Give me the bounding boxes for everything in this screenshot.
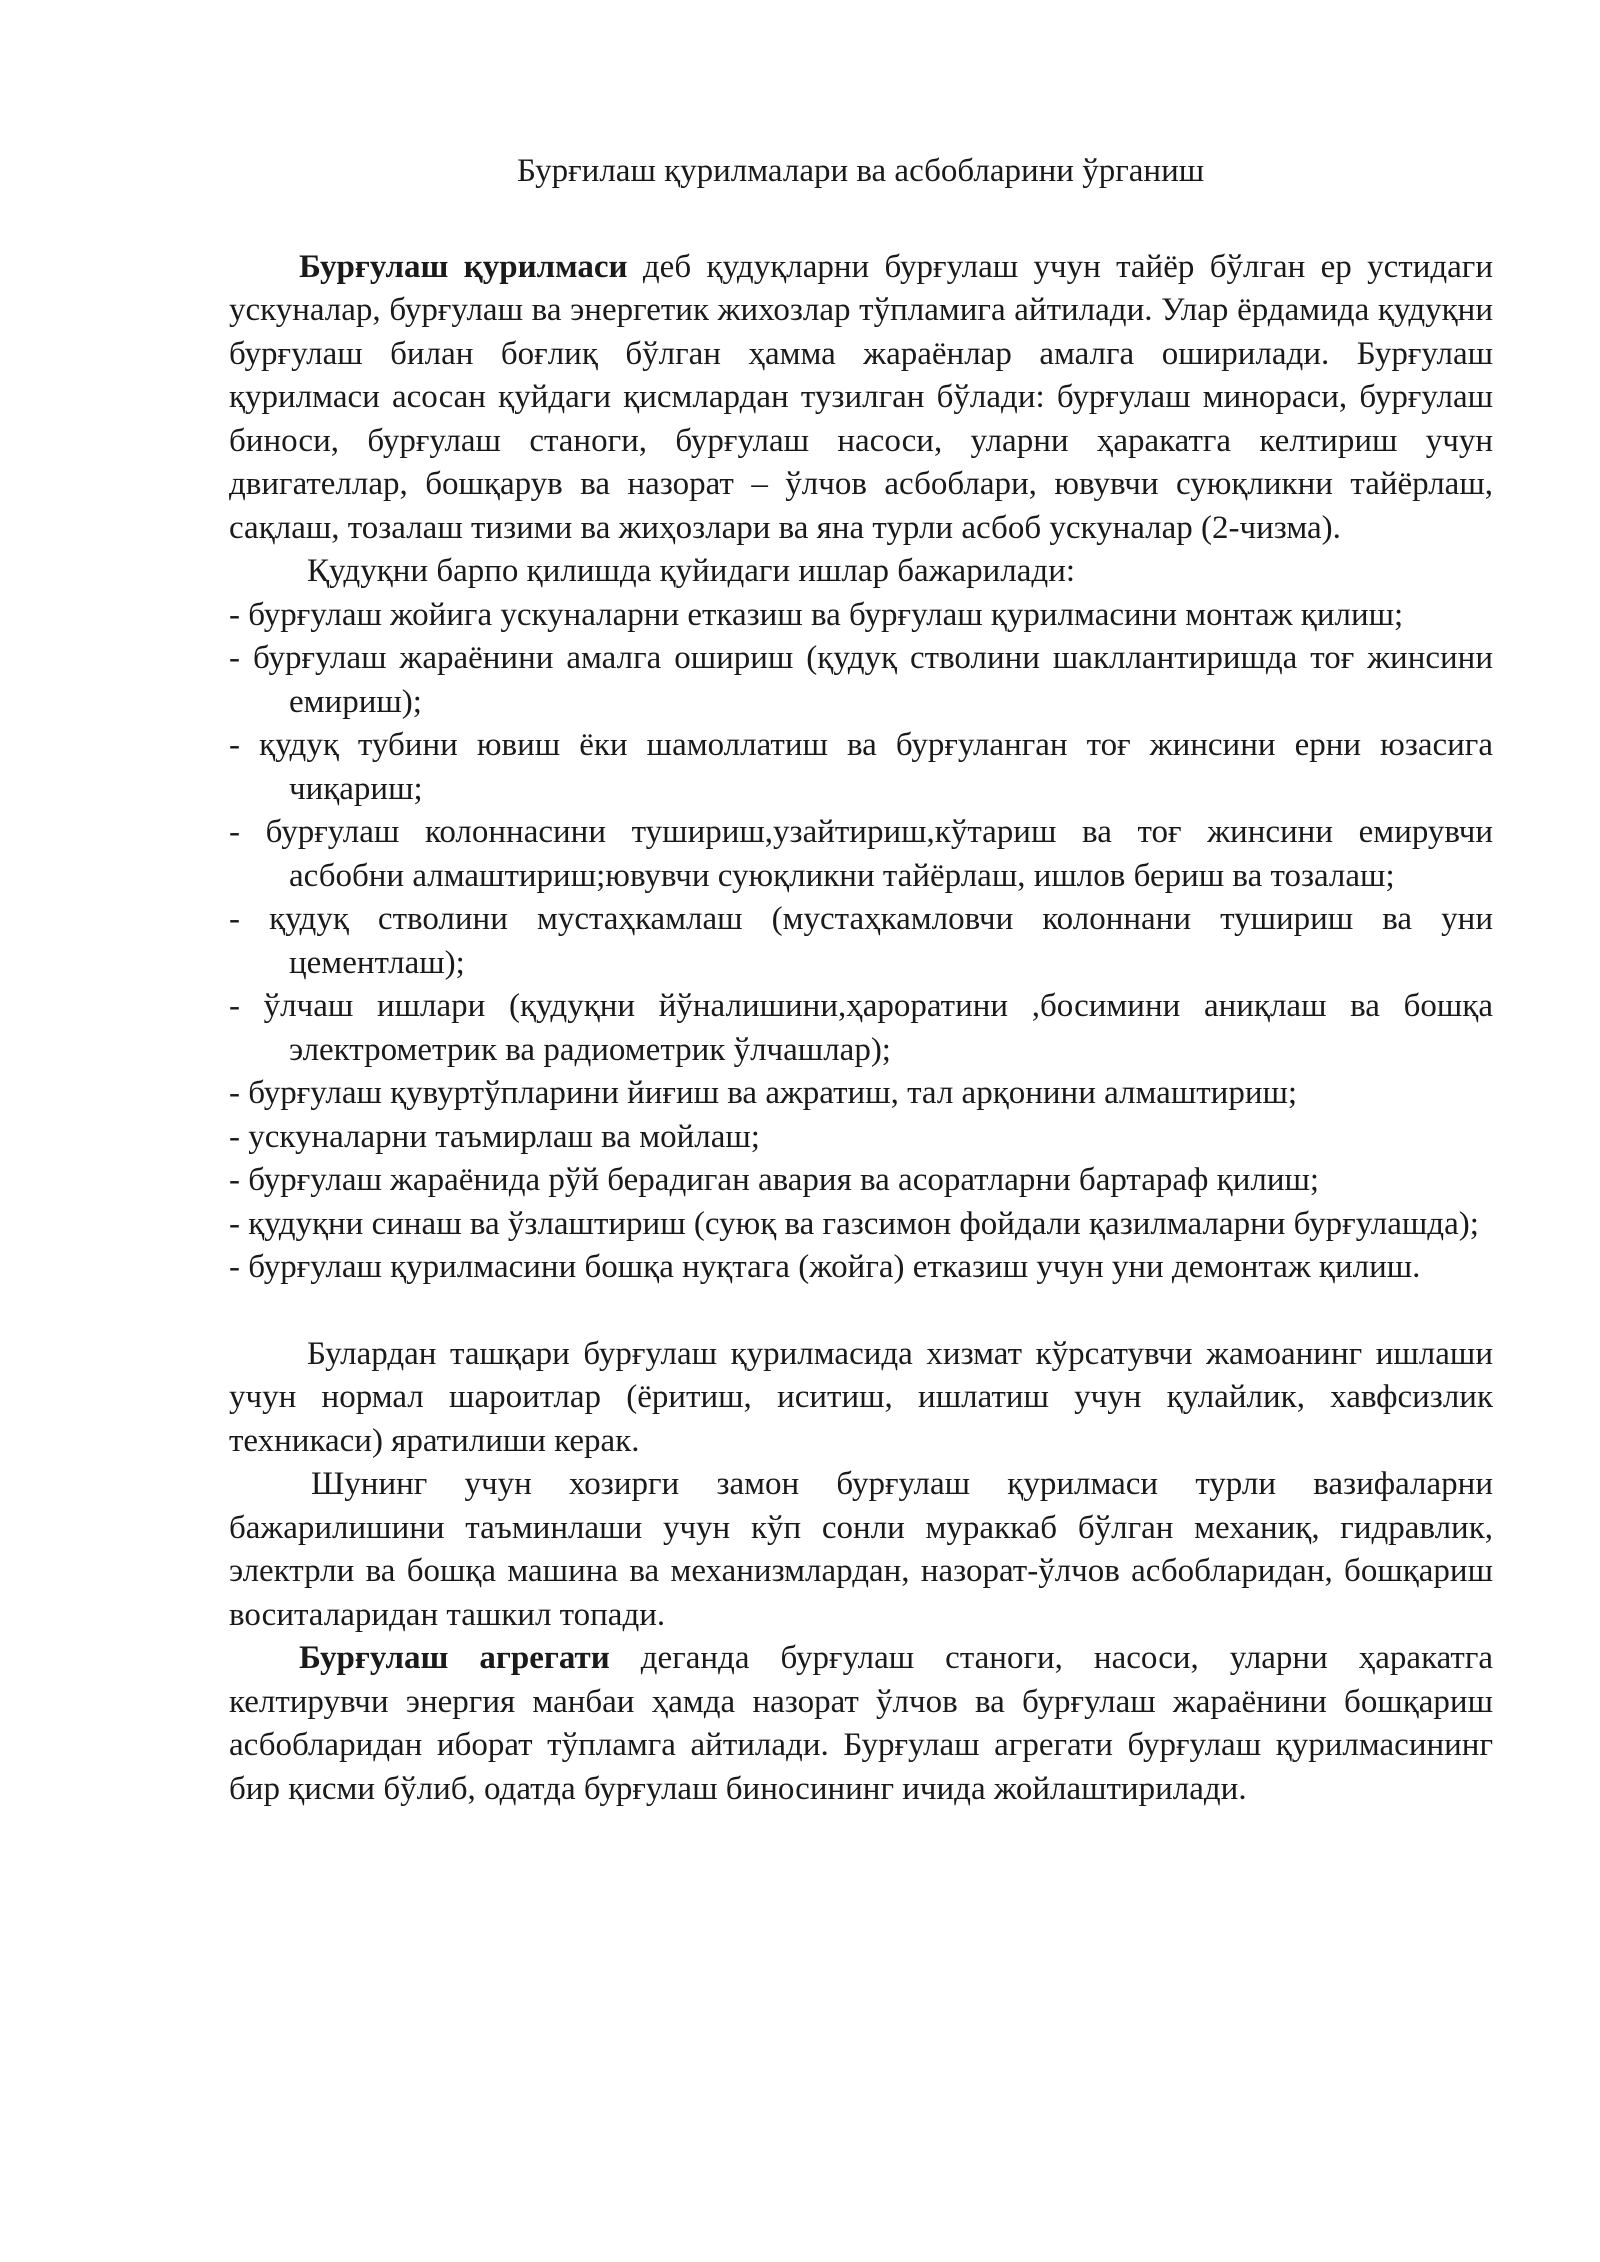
works-lead: Қудуқни барпо қилишда қуйидаги ишлар бажарилади: — [307, 553, 1076, 589]
aggregate-paragraph — [229, 1637, 1493, 1811]
aggregate-text: деганда бурғулаш станоги, насоси, уларни ҳаракатга келтирувчи энергия манбаи ҳамда назорат ўлчов ва бурғулаш жараёнини бошқариш асбобларидан иборат тўпламга айтилади. Бурғулаш агрегати бурғулаш қурилмасининг бир қисми бўлиб, одатда бурғулаш биносининг ичида жойлаштирилади. — [229, 1640, 1493, 1807]
list-item: - қудуқ тубини ювиш ёки шамоллатиш ва бурғуланган тоғ жинсини ерни юзасига чиқариш; — [229, 727, 1493, 807]
aggregate-term: Бурғулаш агрегати — [299, 1640, 610, 1676]
intro-text: деб қудуқларни бурғулаш учун тайёр бўлган ер устидаги ускуналар, бурғулаш ва энергетик жихозлар тўпламига айтилади. Улар ёрдамида қудуқни бурғулаш билан боғлиқ бўлган ҳамма жараёнлар амалга оширилади. Бурғулаш қурилмаси асосан қуйдаги қисмлардан тузилган бўлади: бурғулаш минораси, бурғулаш биноси, бурғулаш станоги, бурғулаш насоси, уларни ҳаракатга келтириш учун двигателлар, бошқарув ва назорат – ўлчов асбоблари, ювувчи суюқликни тайёрлаш, сақлаш, тозалаш тизими ва жиҳозлари ва яна турли асбоб ускуналар (2-чизма). — [229, 248, 1493, 546]
list-item: - қудуқни синаш ва ўзлаштириш (суюқ ва газсимон фойдали қазилмаларни бурғулашда); — [229, 1205, 1479, 1242]
intro-term: Бурғулаш қурилмаси — [299, 248, 628, 285]
modern-paragraph: Шунинг учун хозирги замон бурғулаш қурилмаси турли вазифаларни бажарилишини таъминлаши учун кўп сонли мураккаб бўлган механиқ, гидравлик, электрли ва бошқа машина ва механизмлардан, назорат-ўлчов асбобларидан, бошқариш воситаларидан ташкил топади. — [229, 1466, 1493, 1633]
list-item: - бурғулаш жараёнида рўй берадиган авария ва асоратларни бартараф қилиш; — [229, 1162, 1320, 1198]
intro-paragraph — [229, 246, 1493, 551]
list-item: - ускуналарни таъмирлаш ва мойлаш; — [229, 1118, 760, 1155]
document-title: Бурғилаш қурилмалари ва асбобларини ўрганиш — [517, 153, 1205, 189]
list-item: - бурғулаш қувуртўпларини йиғиш ва ажратиш, тал арқонини алмаштириш; — [229, 1075, 1298, 1111]
list-item: - ўлчаш ишлари (қудуқни йўналишини,ҳароратини ,босимини аниқлаш ва бошқа электрометрик ва радиометрик ўлчашлар); — [229, 988, 1493, 1068]
conditions-paragraph: Булардан ташқари бурғулаш қурилмасида хизмат кўрсатувчи жамоанинг ишлаши учун нормал шароитлар (ёритиш, иситиш, ишлатиш учун қулайлик, хавфсизлик техникаси) яратилиши керак. — [229, 1335, 1493, 1459]
list-item: - бурғулаш жараёнини амалга ошириш (қудуқ стволини шакллантиришда тоғ жинсини емириш); — [229, 640, 1493, 720]
list-item: - бурғулаш жойига ускуналарни етказиш ва бурғулаш қурилмасини монтаж қилиш; — [229, 596, 1404, 633]
document-page — [229, 150, 1493, 1811]
list-item: - бурғулаш қурилмасини бошқа нуқтага (жойга) етказиш учун уни демонтаж қилиш. — [229, 1249, 1421, 1285]
list-item: - қудуқ стволини мустаҳкамлаш (мустаҳкамловчи колоннани тушириш ва уни цементлаш); — [229, 901, 1493, 981]
spacer — [229, 1290, 1493, 1333]
works-list — [229, 594, 1493, 1290]
list-item: - бурғулаш колоннасини тушириш,узайтириш,кўтариш ва тоғ жинсини емирувчи асбобни алмаштириш;ювувчи суюқликни тайёрлаш, ишлов бериш ва тозалаш; — [229, 814, 1493, 894]
